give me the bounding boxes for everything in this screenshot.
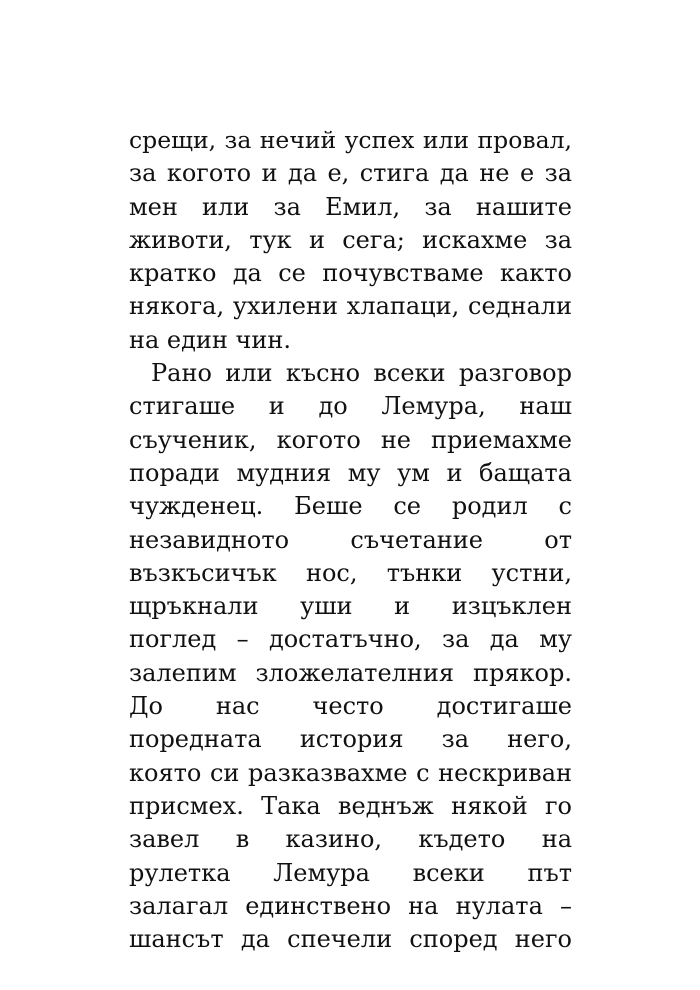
text-line: кратко да се почувстваме както bbox=[129, 259, 572, 288]
text-line: срещи, за нечий успех или провал, bbox=[129, 126, 572, 154]
text-line: присмех. Така веднъж някой го bbox=[129, 791, 572, 820]
text-line: завел в казино, където на bbox=[129, 825, 572, 854]
text-line: животи, тук и сега; искахме за bbox=[129, 225, 572, 254]
text-line: възкъсичък нос, тънки устни, bbox=[129, 558, 572, 587]
text-line: на един чин. bbox=[129, 325, 292, 354]
text-line: за когото и да е, стига да не е за bbox=[129, 159, 572, 188]
text-line: залагал единствено на нулата – bbox=[129, 891, 572, 920]
text-line: мен или за Емил, за нашите bbox=[129, 192, 572, 221]
text-line: щръкнали уши и изцъклен bbox=[129, 592, 572, 621]
body-text bbox=[129, 124, 572, 956]
text-line: поредната история за него, bbox=[129, 725, 572, 754]
text-line: поради мудния му ум и бащата bbox=[129, 458, 572, 487]
text-line: съученик, когото не приемахме bbox=[129, 425, 572, 454]
text-line: която си разказвахме с нескриван bbox=[129, 758, 572, 787]
text-line: чужденец. Беше се родил с bbox=[129, 492, 572, 521]
text-line: поглед – достатъчно, за да му bbox=[129, 625, 572, 654]
text-line: Рано или късно всеки разговор bbox=[151, 359, 572, 388]
text-line: рулетка Лемура всеки път bbox=[129, 858, 572, 887]
text-line: стигаше и до Лемура, наш bbox=[129, 392, 572, 421]
text-line: До нас често достигаше bbox=[129, 692, 572, 721]
text-line: залепим зложелателния прякор. bbox=[129, 658, 572, 687]
text-line: някога, ухилени хлапаци, седнали bbox=[129, 292, 572, 321]
text-line: шансът да спечели според него bbox=[129, 925, 572, 954]
text-line: незавидното съчетание от bbox=[129, 525, 572, 554]
